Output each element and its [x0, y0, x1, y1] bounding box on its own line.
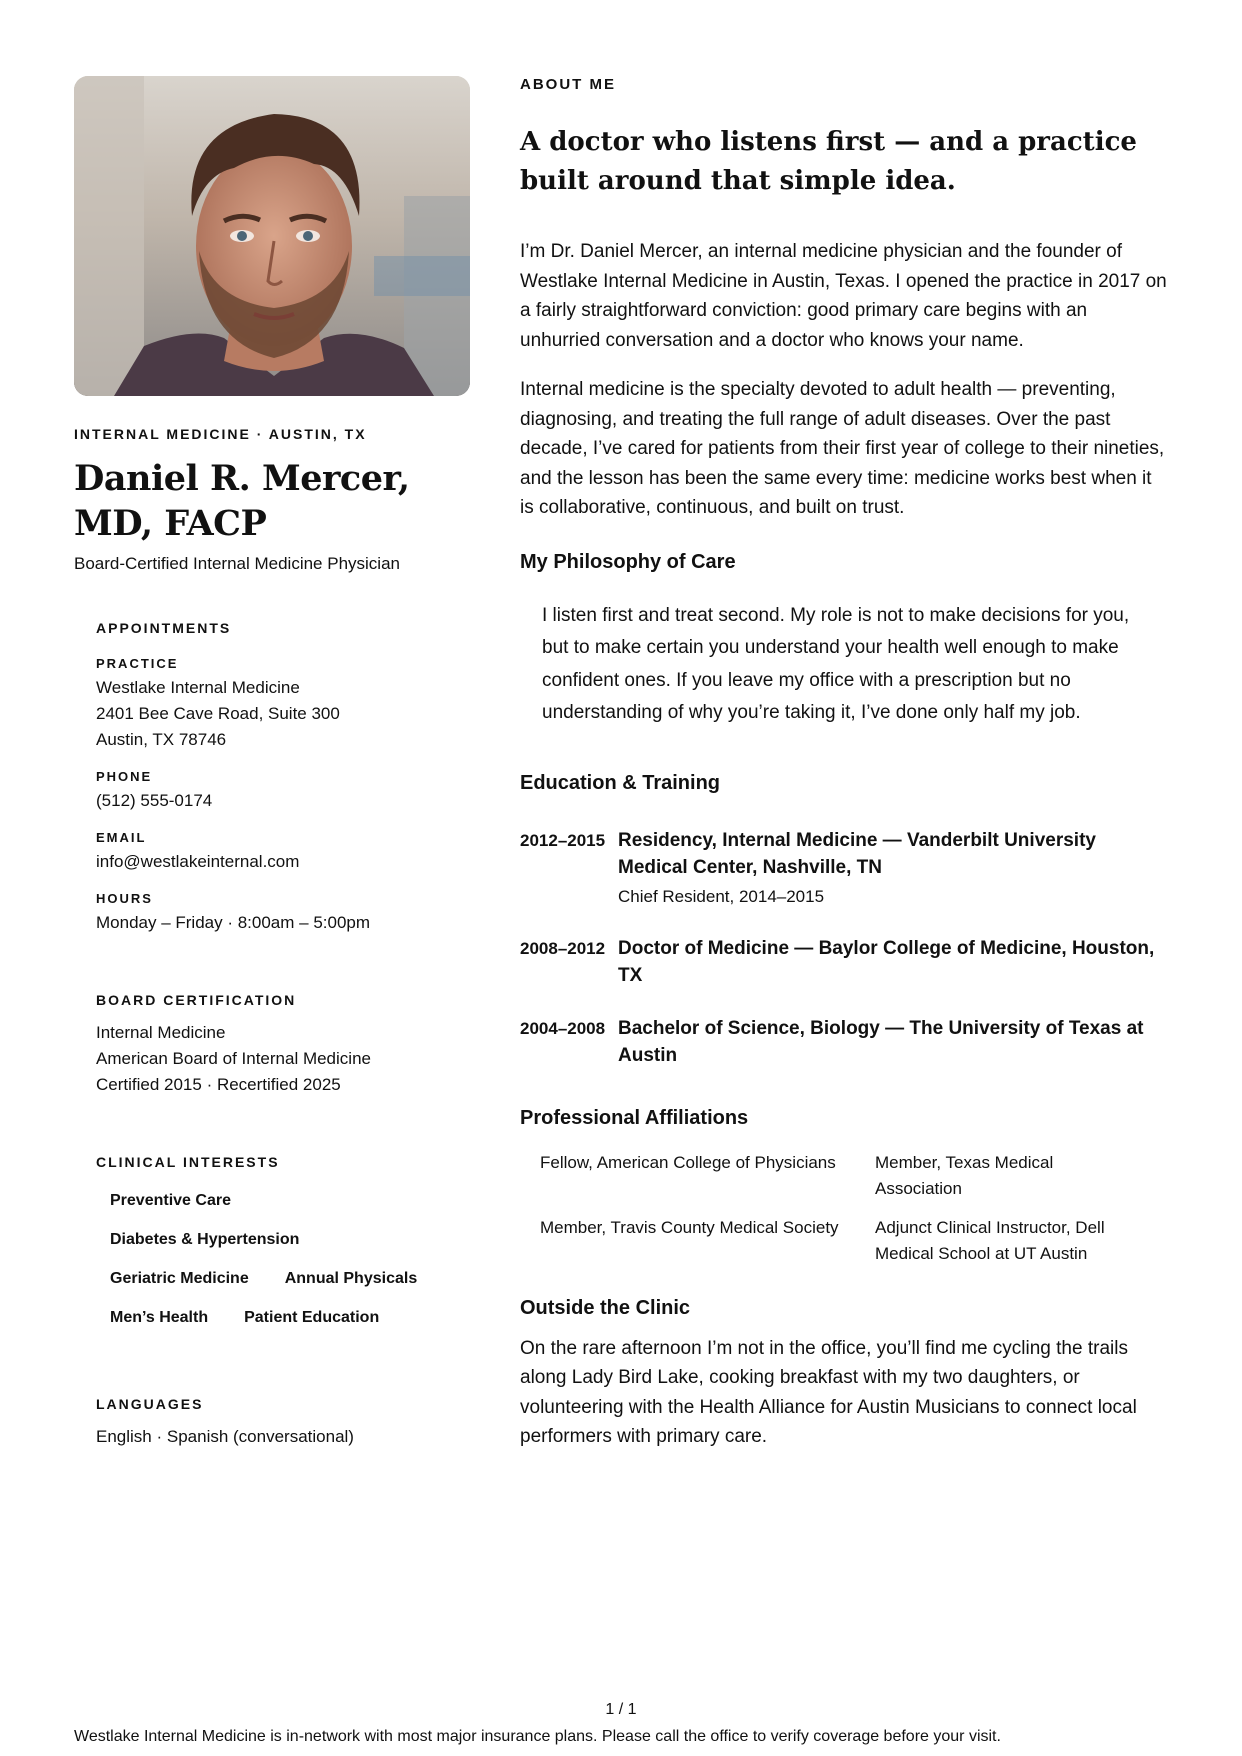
about-paragraph: Internal medicine is the specialty devoted to adult health — preventing, diagnosing, and treating the full range of adult diseases. Over the past decade, I’ve cared for patients from their first year of college to their nineties, and the lesson has been the same every time: medicine works best when it is collaborative, continuous, and built on trust.	[520, 379, 1165, 518]
email-address[interactable]: info@westlakeinternal.com	[96, 852, 300, 871]
page-number: 1 / 1	[605, 1701, 637, 1718]
education-degree: Doctor of Medicine — Baylor College of Medicine, Houston, TX	[618, 937, 1155, 986]
philosophy-title: My Philosophy of Care	[520, 550, 736, 573]
hours-label: HOURS	[96, 891, 153, 906]
interests-heading: CLINICAL INTERESTS	[96, 1154, 280, 1170]
education-years: 2008–2012	[520, 938, 606, 958]
interest-tag: Preventive Care	[110, 1192, 231, 1209]
education-note: Chief Resident, 2014–2015	[618, 886, 825, 906]
appointments-section	[96, 620, 470, 936]
doctor-name: Daniel R. Mercer, MD, FACP	[74, 458, 410, 544]
interest-tag: Patient Education	[244, 1309, 380, 1326]
languages-list: English · Spanish (conversational)	[96, 1427, 354, 1446]
appointments-heading: APPOINTMENTS	[96, 620, 232, 636]
interest-tags	[96, 1184, 456, 1340]
sidebar	[74, 76, 470, 1450]
outside-text: On the rare afternoon I’m not in the office, you’ll find me cycling the trails along Lady Bird Lake, cooking breakfast with my two daughters, or volunteering with the Health Alliance for Austin Musicians to connect local performers with primary care.	[520, 1337, 1137, 1447]
interests-section	[96, 1154, 470, 1340]
profile-photo	[74, 76, 470, 396]
education-degree: Residency, Internal Medicine — Vanderbilt University Medical Center, Nashville, TN	[618, 829, 1096, 878]
affiliation-item: Member, Texas Medical Association	[875, 1152, 1054, 1198]
about-heading: ABOUT ME	[520, 76, 616, 93]
practice-street: 2401 Bee Cave Road, Suite 300	[96, 704, 340, 723]
languages-section	[96, 1396, 470, 1450]
interest-tag: Annual Physicals	[284, 1270, 418, 1287]
education-item	[520, 1015, 1170, 1069]
email-label: EMAIL	[96, 830, 147, 845]
practice-address	[96, 675, 470, 753]
specialty-location: INTERNAL MEDICINE · AUSTIN, TX	[74, 426, 367, 442]
affiliation-item: Fellow, American College of Physicians	[540, 1152, 836, 1172]
outside-title: Outside the Clinic	[520, 1296, 691, 1319]
practice-name: Westlake Internal Medicine	[96, 678, 300, 697]
certification-details	[96, 1020, 470, 1098]
about-paragraph: I’m Dr. Daniel Mercer, an internal medicine physician and the founder of Westlake Internal Medicine in Austin, Texas. I opened the practice in 2017 on a fairly straightforward conviction: good primary care begins with an unhurried conversation and a doctor who knows your name.	[520, 241, 1167, 351]
cert-dates: Certified 2015 · Recertified 2025	[96, 1075, 341, 1094]
education-years: 2012–2015	[520, 830, 606, 850]
affiliations-title: Professional Affiliations	[520, 1106, 749, 1129]
insurance-disclaimer: Westlake Internal Medicine is in-network with most major insurance plans. Please call the office to verify coverage before your visit.	[74, 1728, 1001, 1745]
cert-specialty: Internal Medicine	[96, 1023, 226, 1042]
education-title: Education & Training	[520, 771, 721, 794]
education-degree: Bachelor of Science, Biology — The University of Texas at Austin	[618, 1017, 1144, 1066]
main-content	[520, 76, 1170, 1452]
affiliation-item: Member, Travis County Medical Society	[540, 1217, 839, 1237]
affiliation-item: Adjunct Clinical Instructor, Dell Medical School at UT Austin	[875, 1217, 1105, 1263]
languages-heading: LANGUAGES	[96, 1396, 204, 1412]
philosophy-quote: I listen first and treat second. My role is not to make decisions for you, but to make certain you understand your health well enough to make confident ones. If you leave my office with a prescription but no understanding of why you’re taking it, I’ve done only half my job.	[542, 604, 1130, 723]
certification-section	[96, 992, 470, 1098]
about-lead: A doctor who listens first — and a practice built around that simple idea.	[520, 127, 1137, 196]
education-years: 2004–2008	[520, 1018, 606, 1038]
interest-tag: Men’s Health	[110, 1309, 209, 1326]
education-item	[520, 935, 1170, 989]
interest-tag: Geriatric Medicine	[110, 1270, 249, 1287]
practice-label: PRACTICE	[96, 656, 179, 671]
doctor-title: Board-Certified Internal Medicine Physician	[74, 554, 400, 573]
phone-number[interactable]: (512) 555-0174	[96, 791, 213, 810]
portrait-image	[74, 76, 470, 396]
phone-label: PHONE	[96, 769, 153, 784]
certification-heading: BOARD CERTIFICATION	[96, 992, 297, 1008]
education-list	[520, 827, 1170, 1069]
office-hours: Monday – Friday · 8:00am – 5:00pm	[96, 913, 371, 932]
practice-city: Austin, TX 78746	[96, 730, 227, 749]
interest-tag: Diabetes & Hypertension	[110, 1231, 300, 1248]
cert-board: American Board of Internal Medicine	[96, 1049, 371, 1068]
education-item	[520, 827, 1170, 909]
affiliations-list	[540, 1150, 1170, 1267]
